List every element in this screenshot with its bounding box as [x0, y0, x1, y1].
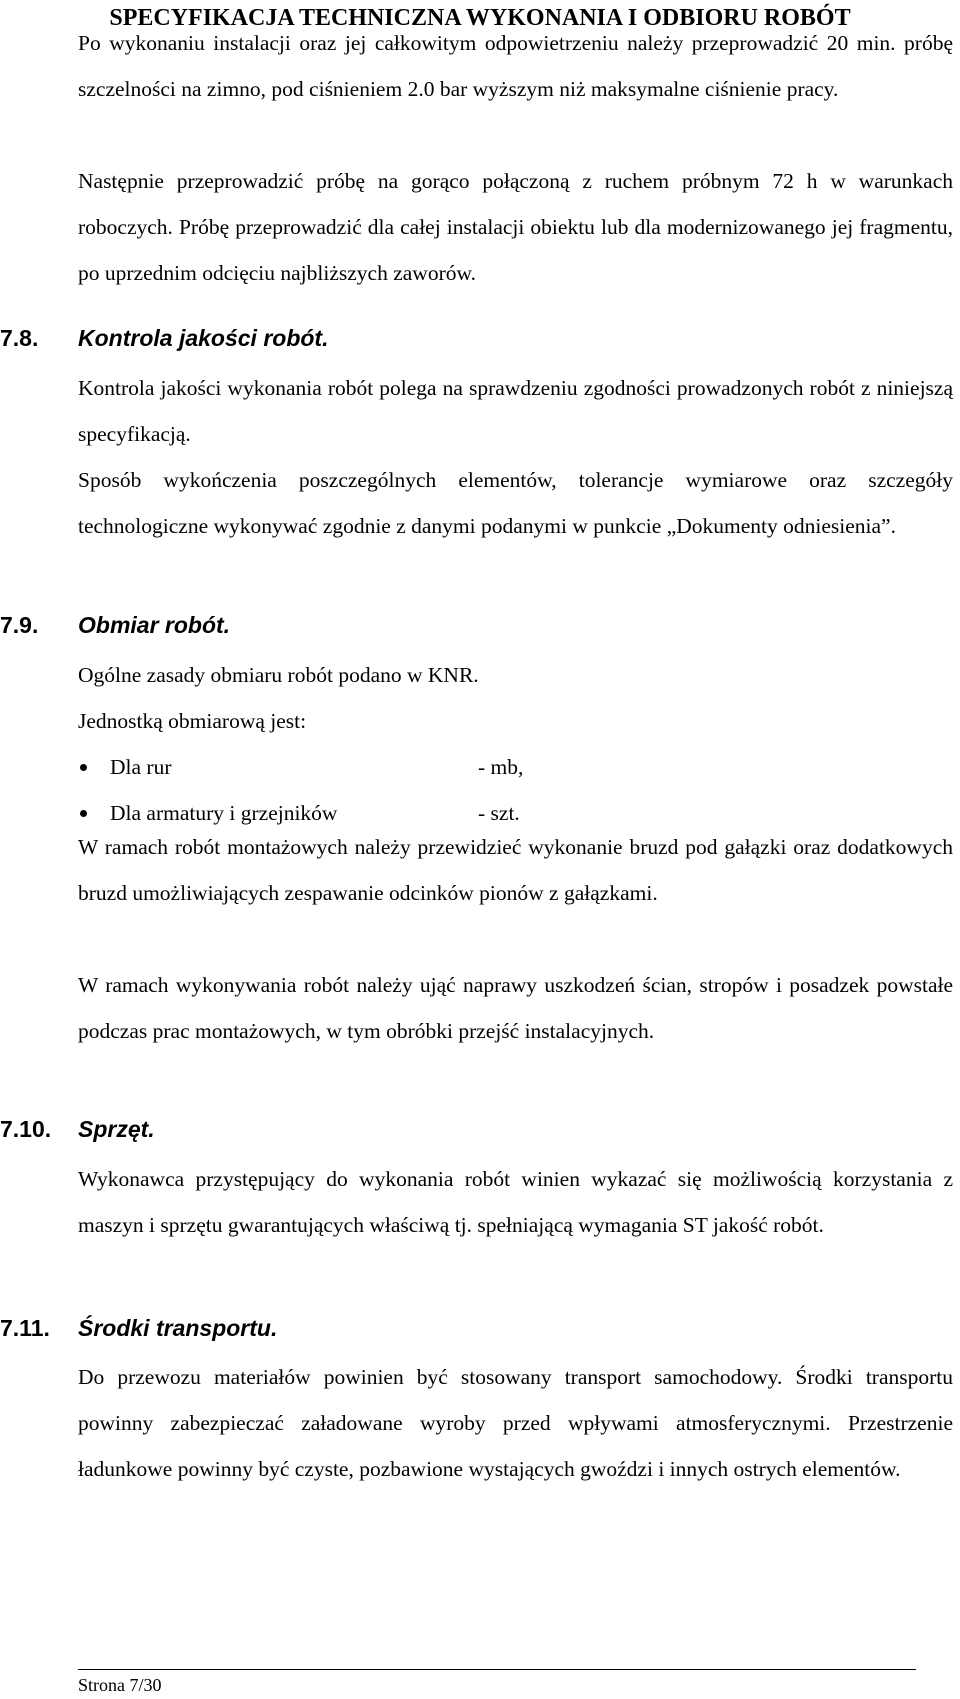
unit-item-name: Dla rur	[110, 755, 172, 779]
bullet-icon	[80, 764, 87, 771]
footer-divider	[78, 1669, 916, 1670]
section-heading-quality-control	[0, 323, 328, 353]
equipment-paragraph: Wykonawca przystępujący do wykonania robót winien wykazać się możliwością korzystania z maszyn i sprzętu gwarantujących właściwą tj. spełniającą wymagania ST jakość robót.	[78, 1167, 953, 1237]
unit-item-name: Dla armatury i grzejników	[110, 801, 338, 825]
document-header: SPECYFIKACJA TECHNICZNA WYKONANIA I ODBIORU ROBÓT	[109, 5, 851, 31]
quality-control-paragraph: Kontrola jakości wykonania robót polega na sprawdzeniu zgodności prowadzonych robót z niniejszą specyfikacją.	[78, 376, 953, 446]
measurement-units-list	[78, 744, 953, 836]
section-heading-equipment	[0, 1114, 155, 1144]
unit-value: - szt.	[478, 801, 520, 825]
intro-paragraph-hot-test: Następnie przeprowadzić próbę na gorąco połączoną z ruchem próbnym 72 h w warunkach roboczych. Próbę przeprowadzić dla całej instalacji obiektu lub dla modernizowanego jej fragmentu, po uprzednim odcięciu najbliższych zaworów.	[78, 169, 953, 285]
section-heading-measurement	[0, 610, 230, 640]
section-title: Obmiar robót.	[78, 612, 231, 638]
section-number: 7.8.	[0, 325, 39, 351]
section-title: Sprzęt.	[78, 1116, 155, 1142]
repairs-paragraph: W ramach wykonywania robót należy ująć naprawy uszkodzeń ścian, stropów i posadzek powstałe podczas prac montażowych, w tym obróbki przejść instalacyjnych.	[78, 973, 953, 1043]
list-item	[78, 744, 953, 790]
grooves-paragraph: W ramach robót montażowych należy przewidzieć wykonanie bruzd pod gałązki oraz dodatkowych bruzd umożliwiających zespawanie odcinków pionów z gałązkami.	[78, 835, 953, 905]
section-number: 7.11.	[0, 1315, 50, 1341]
section-heading-transport	[0, 1313, 277, 1343]
bullet-icon	[80, 810, 87, 817]
intro-paragraph-pressure-test: Po wykonaniu instalacji oraz jej całkowitym odpowietrzeniu należy przeprowadzić 20 min. próbę szczelności na zimno, pod ciśnieniem 2.0 bar wyższym niż maksymalne ciśnienie pracy.	[78, 31, 953, 101]
finishing-paragraph: Sposób wykończenia poszczególnych elementów, tolerancje wymiarowe oraz szczegóły technologiczne wykonywać zgodnie z danymi podanymi w punkcie „Dokumenty odniesienia”.	[78, 468, 953, 538]
page-number: Strona 7/30	[78, 1675, 162, 1695]
unit-value: - mb,	[478, 755, 524, 779]
measurement-rules-paragraph: Ogólne zasady obmiaru robót podano w KNR.	[78, 663, 479, 687]
transport-paragraph: Do przewozu materiałów powinien być stosowany transport samochodowy. Środki transportu powinny zabezpieczać załadowane wyroby przed wpływami atmosferycznymi. Przestrzenie ładunkowe powinny być czyste, pozbawione wystających gwoździ i innych ostrych elementów.	[78, 1365, 953, 1481]
section-title: Kontrola jakości robót.	[78, 325, 329, 351]
section-title: Środki transportu.	[78, 1315, 278, 1341]
section-number: 7.10.	[0, 1116, 52, 1142]
measurement-unit-intro: Jednostką obmiarową jest:	[78, 709, 307, 733]
section-number: 7.9.	[0, 612, 39, 638]
